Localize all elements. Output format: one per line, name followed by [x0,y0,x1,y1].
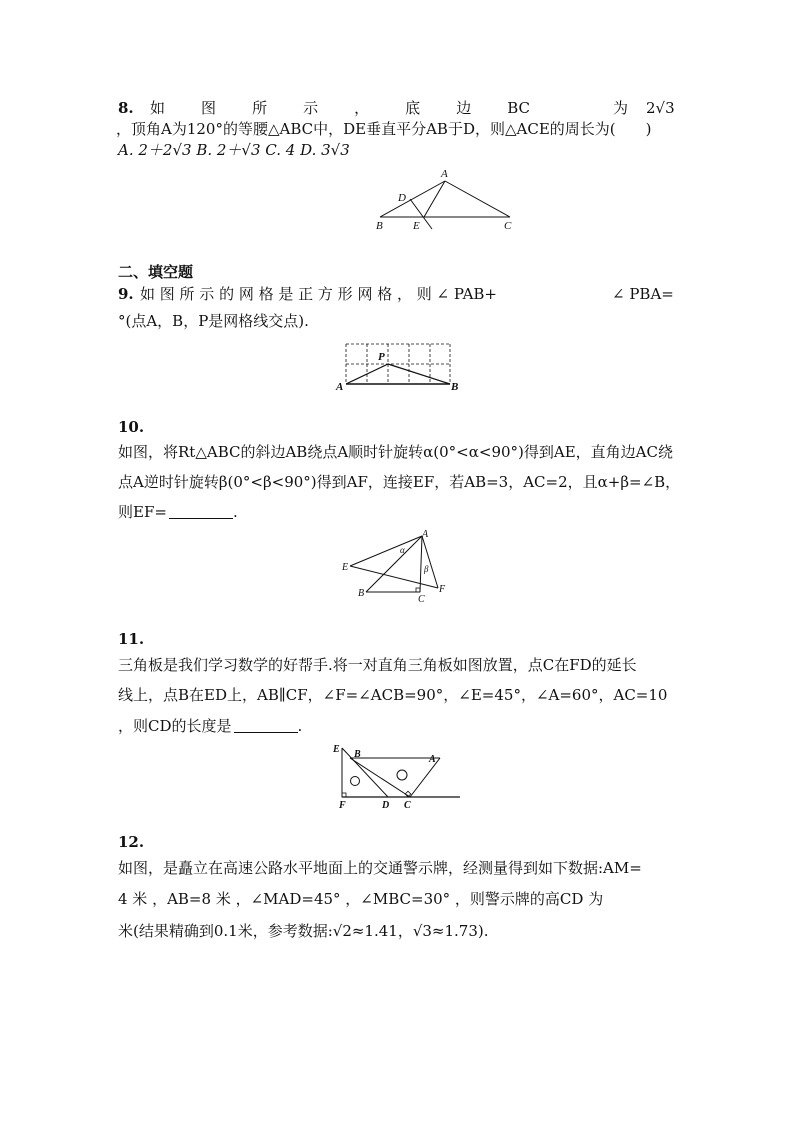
q11-figure [328,742,463,810]
q12-number: 12. [118,833,145,851]
q8-word: BC [507,99,530,117]
q11-line3-text: ，则CD的长度是 [118,717,232,735]
q11-number: 11. [118,630,145,648]
q10-label-alpha: α [400,545,405,555]
q8-value: 2√3 [646,99,675,117]
q8-word: 如 [150,99,166,117]
q8-label-b: B [376,220,383,232]
q12-line3: 米(结果精确到0.1米，参考数据:√2≈1.41，√3≈1.73). [118,922,489,940]
q10-line-ae [350,536,422,566]
q9-line2: °(点A，B，P是网格线交点). [118,312,309,330]
answer-blank [234,718,298,733]
answer-blank [169,504,233,519]
q8-label-c: C [504,220,512,232]
q10-line-ab [366,536,422,592]
q10-line1: 如图，将Rt△ABC的斜边AB绕点A顺时针旋转α(0°<α<90°)得到AE，直角边AC绕 [118,443,673,461]
q8-word: 边 [456,99,472,117]
q8-word: 图 [201,99,217,117]
q9-line1-tail: ∠ PBA= [612,285,674,303]
q10-line-af [422,536,438,588]
q9-line1: 如 图 所 示 的 网 格 是 正 方 形 网 格 ， 则 ∠ PAB+ [140,285,497,303]
q10-number: 10. [118,418,145,436]
q10-label-e: E [342,562,349,573]
q9-label-b: B [451,381,459,393]
q12-line2: 4 米 ，AB=8 米 ，∠MAD=45° ，∠MBC=30° ，则警示牌的高CD 为 [118,890,604,908]
q11-label-a: A [429,754,436,765]
q11-label-b: B [354,749,361,760]
q9-grid-figure [334,338,464,393]
q11-label-f: F [339,800,346,810]
q10-line2: 点A逆时针旋转β(0°<β<90°)得到AF，连接EF，若AB=3，AC=2，且α+β=∠B， [118,473,681,491]
q8-label-a: A [441,168,448,180]
section-title: 二、填空题 [118,263,194,281]
q11-line-bc [350,758,410,797]
q8-word: 所 [252,99,268,117]
q8-line-ac [445,181,510,217]
q8-line2: ，顶角A为120°的等腰△ABC中，DE垂直平分AB于D，则△ACE的周长为( ) [116,120,652,138]
q9-line-bp [388,364,450,384]
q9-number: 9. [118,285,134,303]
q8-label-d: D [398,192,406,204]
q11-label-c: C [404,800,411,810]
q8-word: 底 [405,99,421,117]
q11-line2: 线上，点B在ED上，AB∥CF，∠F=∠ACB=90°，∠E=45°，∠A=60°，AC=10 [118,686,668,704]
q8-line-ab [380,181,445,217]
q8-number: 8. [118,99,134,117]
q10-label-b: B [358,588,365,599]
q10-label-c: C [418,594,425,603]
q8-label-e: E [413,220,420,232]
q12-line1: 如图，是矗立在高速公路水平地面上的交通警示牌，经测量得到如下数据:AM= [118,859,642,877]
q11-label-e: E [333,744,340,755]
q11-line3-end: . [297,717,303,735]
q11-hole-left [351,777,360,786]
q8-line1 [150,98,530,118]
q10-line3-text: 则EF= [118,503,167,521]
q11-line3 [118,716,302,736]
q8-word-wei: 为 [613,99,629,117]
q9-label-p: P [378,351,385,363]
q9-label-a: A [336,381,344,393]
q10-label-a: A [422,529,429,540]
q10-figure [340,528,455,603]
q10-label-f: F [439,584,446,595]
q8-word: 示 [303,99,319,117]
q8-figure [370,165,520,235]
q11-label-d: D [382,800,390,810]
q8-word: ， [354,99,370,117]
q10-right-angle [416,588,420,592]
q10-label-beta: β [424,564,429,574]
q11-hole-right [397,770,407,780]
q10-line3 [118,502,238,522]
q11-line1: 三角板是我们学习数学的好帮手.将一对直角三角板如图放置，点C在FD的延长 [118,656,637,674]
q10-line3-end: . [232,503,238,521]
q8-options: A. 2＋2√3 B. 2＋√3 C. 4 D. 3√3 [118,141,350,159]
q11-line-ed [342,748,388,797]
